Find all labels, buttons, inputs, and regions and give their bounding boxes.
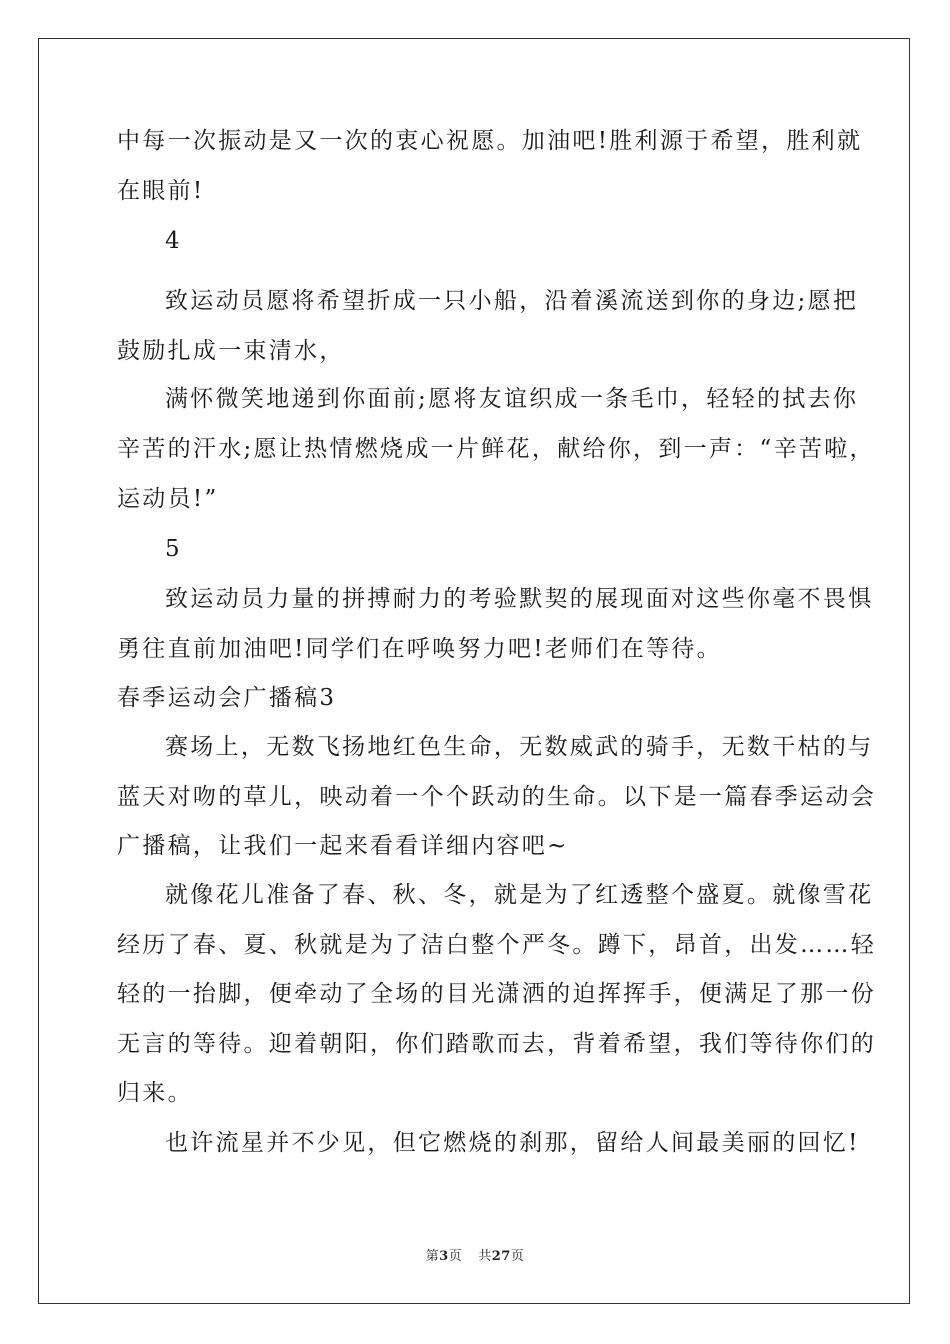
section-number: 5 [165,536,182,562]
text-line: 致运动员愿将希望折成一只小船，沿着溪流送到你的身边;愿把 [165,288,859,314]
text-line: 勇往直前加油吧!同学们在呼唤努力吧!老师们在等待。 [117,636,722,662]
text-line: 也许流星并不少见，但它燃烧的刹那，留给人间最美丽的回忆! [165,1130,860,1156]
page-suffix: 页 [448,1249,463,1264]
total-suffix: 页 [510,1249,525,1264]
page-prefix: 第 [425,1249,440,1264]
text-line: 无言的等待。迎着朝阳，你们踏歌而去，背着希望，我们等待你们的 [117,1031,876,1057]
text-line: 归来。 [117,1080,193,1106]
section-number: 4 [165,228,182,254]
text-line: 就像花儿准备了春、秋、冬，就是为了红透整个盛夏。就像雪花 [165,882,874,908]
text-line: 在眼前! [117,178,205,204]
text-line: 经历了春、夏、秋就是为了洁白整个严冬。蹲下，昂首，出发……轻 [117,932,876,958]
text-line: 广播稿，让我们一起来看看详细内容吧~ [117,833,569,859]
text-line: 致运动员力量的拼搏耐力的考验默契的展现面对这些你毫不畏惧 [165,586,874,612]
text-line: 鼓励扎成一束清水， [117,338,345,364]
total-prefix: 共 [478,1249,492,1264]
text-line: 运动员!” [117,486,219,512]
text-line: 满怀微笑地递到你面前;愿将友谊织成一条毛巾，轻轻的拭去你 [165,386,859,412]
text-line: 赛场上，无数飞扬地红色生命，无数威武的骑手，无数干枯的与 [165,734,874,760]
text-line: 轻的一抬脚，便牵动了全场的目光潇洒的迫挥挥手，便满足了那一份 [117,981,876,1007]
section-heading: 春季运动会广播稿3 [117,685,337,711]
text-line: 辛苦的汗水;愿让热情燃烧成一片鲜花，献给你，到一声：“辛苦啦， [117,436,875,462]
total-page-count: 27 [491,1249,511,1264]
text-line: 中每一次振动是又一次的衷心祝愿。加油吧!胜利源于希望，胜利就 [117,128,863,154]
current-page-number: 3 [439,1249,449,1264]
page-footer [0,1245,950,1264]
text-line: 蓝天对吻的草儿，映动着一个个跃动的生命。以下是一篇春季运动会 [117,784,876,810]
